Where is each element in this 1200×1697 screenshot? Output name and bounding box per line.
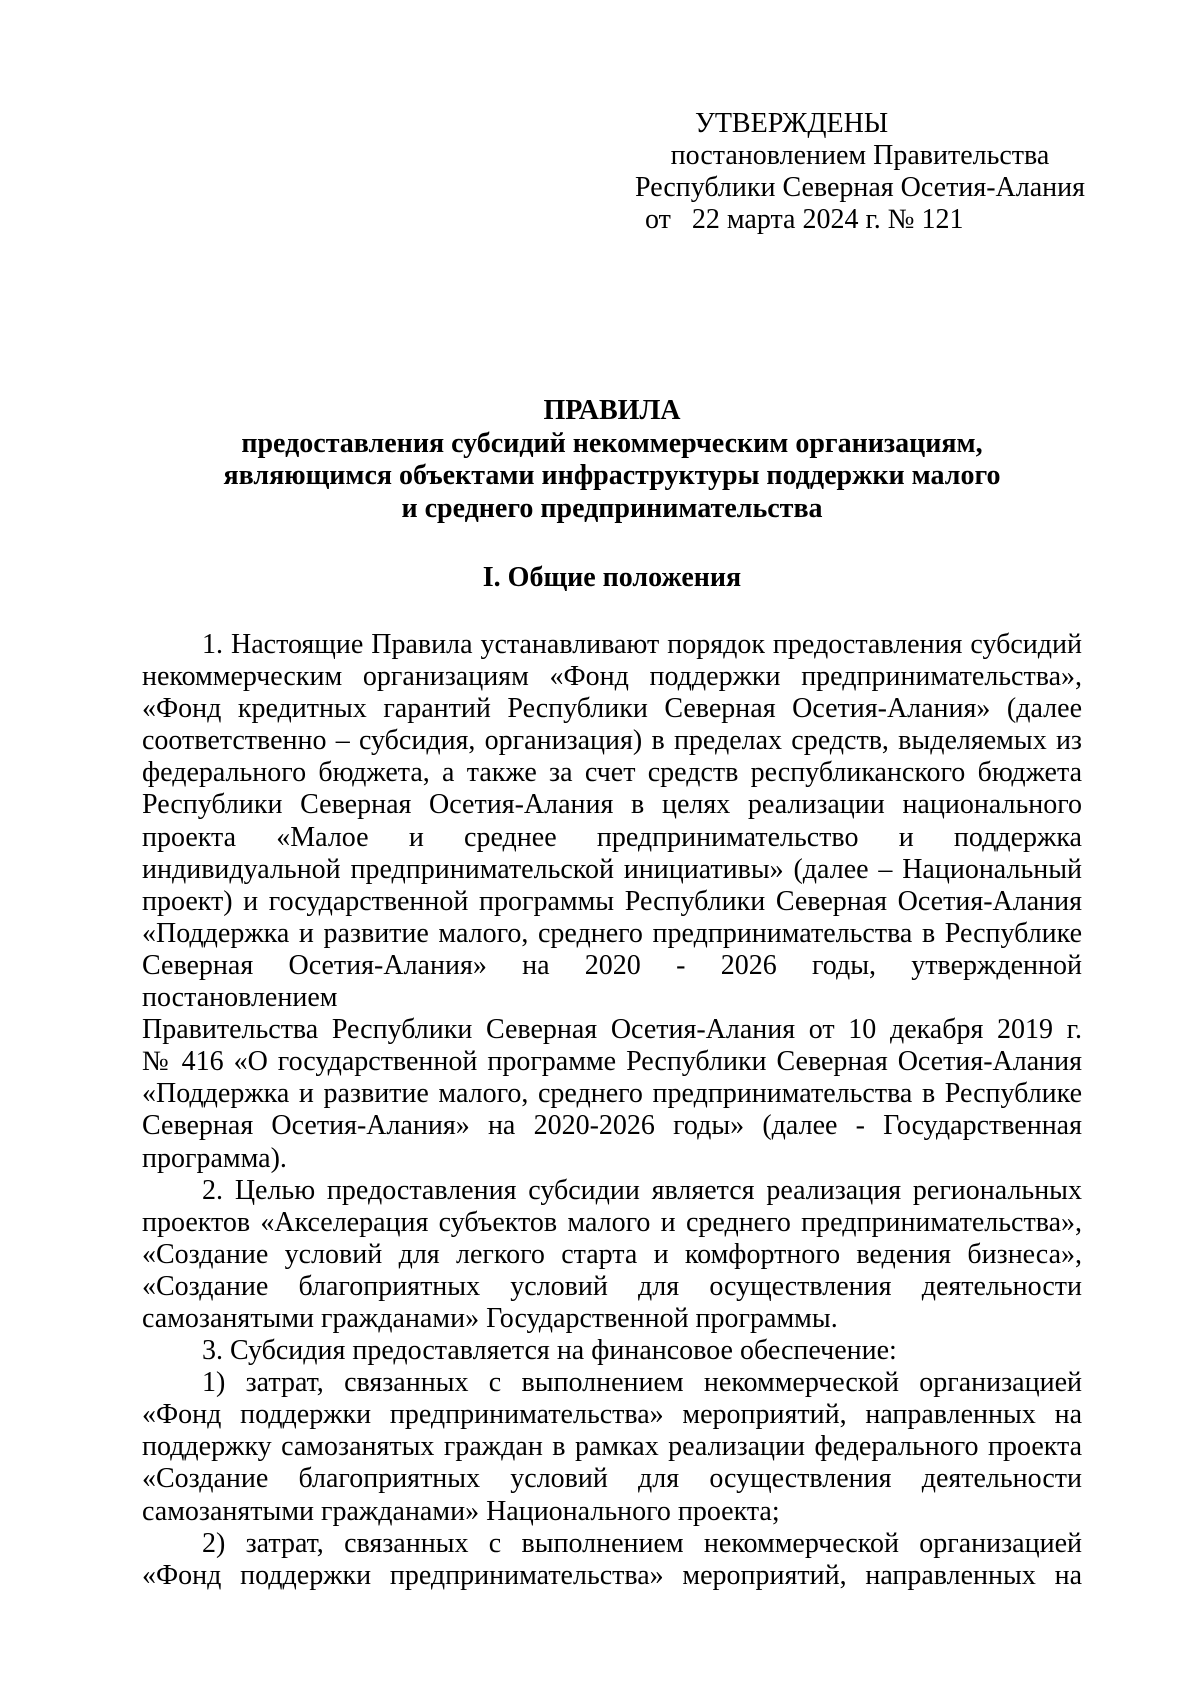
text-line: «Фонд поддержки предпринимательства» мероприятий, направленных на [142, 1559, 1082, 1591]
approval-line: постановлением Правительства [670, 140, 1050, 171]
section-heading: I. Общие положения [482, 562, 742, 593]
paragraph-3-item-1 [142, 1367, 1082, 1527]
text-line: Северная Осетия-Алания» на 2020 - 2026 годы, утвержденной постановлением [142, 949, 1082, 1014]
paragraph-3-item-2 [142, 1528, 1082, 1592]
text-line: «Фонд кредитных гарантий Республики Северная Осетия-Алания» (далее [142, 693, 1082, 725]
approval-line: УТВЕРЖДЕНЫ [695, 108, 889, 139]
title-line: являющимся объектами инфраструктуры поддержки малого [223, 460, 1001, 491]
text-line: некоммерческим организациям «Фонд поддержки предпринимательства», [142, 661, 1082, 693]
title-line: предоставления субсидий некоммерческим организациям, [241, 427, 983, 459]
text-line: проект) и государственной программы Республики Северная Осетия-Алания [142, 885, 1082, 917]
approval-line: от 22 марта 2024 г. № 121 [645, 204, 964, 235]
text-line: Северная Осетия-Алания» на 2020-2026 годы» (далее - Государственная [142, 1110, 1082, 1142]
text-line: проекта «Малое и среднее предпринимательство и поддержка [142, 821, 1082, 853]
text-line: «Создание условий для легкого старта и комфортного ведения бизнеса», [142, 1238, 1082, 1270]
text-line: программа). [142, 1142, 287, 1174]
text-line: 1. Настоящие Правила устанавливают порядок предоставления субсидий [202, 629, 1082, 660]
text-line: самозанятыми гражданами» Государственной программы. [142, 1302, 838, 1334]
text-line: 2) затрат, связанных с выполнением некоммерческой организацией [202, 1527, 1082, 1559]
document-body [142, 629, 1082, 1592]
text-line: 1) затрат, связанных с выполнением некоммерческой организацией [202, 1367, 1082, 1399]
text-line: федерального бюджета, а также за счет средств республиканского бюджета [142, 757, 1082, 789]
approval-stamp [595, 108, 1115, 236]
document-title [142, 395, 1082, 525]
text-line: «Создание благоприятных условий для осуществления деятельности [142, 1463, 1082, 1495]
title-line: ПРАВИЛА [543, 395, 681, 426]
title-line: и среднего предпринимательства [401, 492, 823, 524]
text-line: Республики Северная Осетия-Алания в целях реализации национального [142, 789, 1082, 821]
text-line: «Фонд поддержки предпринимательства» мероприятий, направленных на [142, 1399, 1082, 1431]
text-line: Правительства Республики Северная Осетия-Алания от 10 декабря 2019 г. [142, 1014, 1082, 1046]
text-line: самозанятыми гражданами» Национального проекта; [142, 1495, 780, 1527]
text-line: соответственно – субсидия, организация) в пределах средств, выделяемых из [142, 725, 1082, 757]
paragraph-1 [142, 629, 1082, 1175]
paragraph-3 [142, 1335, 1082, 1367]
text-line: проектов «Акселерация субъектов малого и среднего предпринимательства», [142, 1206, 1082, 1238]
approval-line: Республики Северная Осетия-Алания [635, 172, 1085, 203]
text-line: индивидуальной предпринимательской инициативы» (далее – Национальный [142, 853, 1082, 885]
text-line: «Поддержка и развитие малого, среднего предпринимательства в Республике [142, 1078, 1082, 1110]
text-line: 3. Субсидия предоставляется на финансовое обеспечение: [202, 1335, 897, 1367]
text-line: 2. Целью предоставления субсидии является реализация региональных [202, 1174, 1082, 1206]
text-line: поддержку самозанятых граждан в рамках реализации федерального проекта [142, 1431, 1082, 1463]
text-line: «Поддержка и развитие малого, среднего предпринимательства в Республике [142, 917, 1082, 949]
text-line: № 416 «О государственной программе Республики Северная Осетия-Алания [142, 1046, 1082, 1078]
paragraph-2 [142, 1175, 1082, 1335]
text-line: «Создание благоприятных условий для осуществления деятельности [142, 1270, 1082, 1302]
